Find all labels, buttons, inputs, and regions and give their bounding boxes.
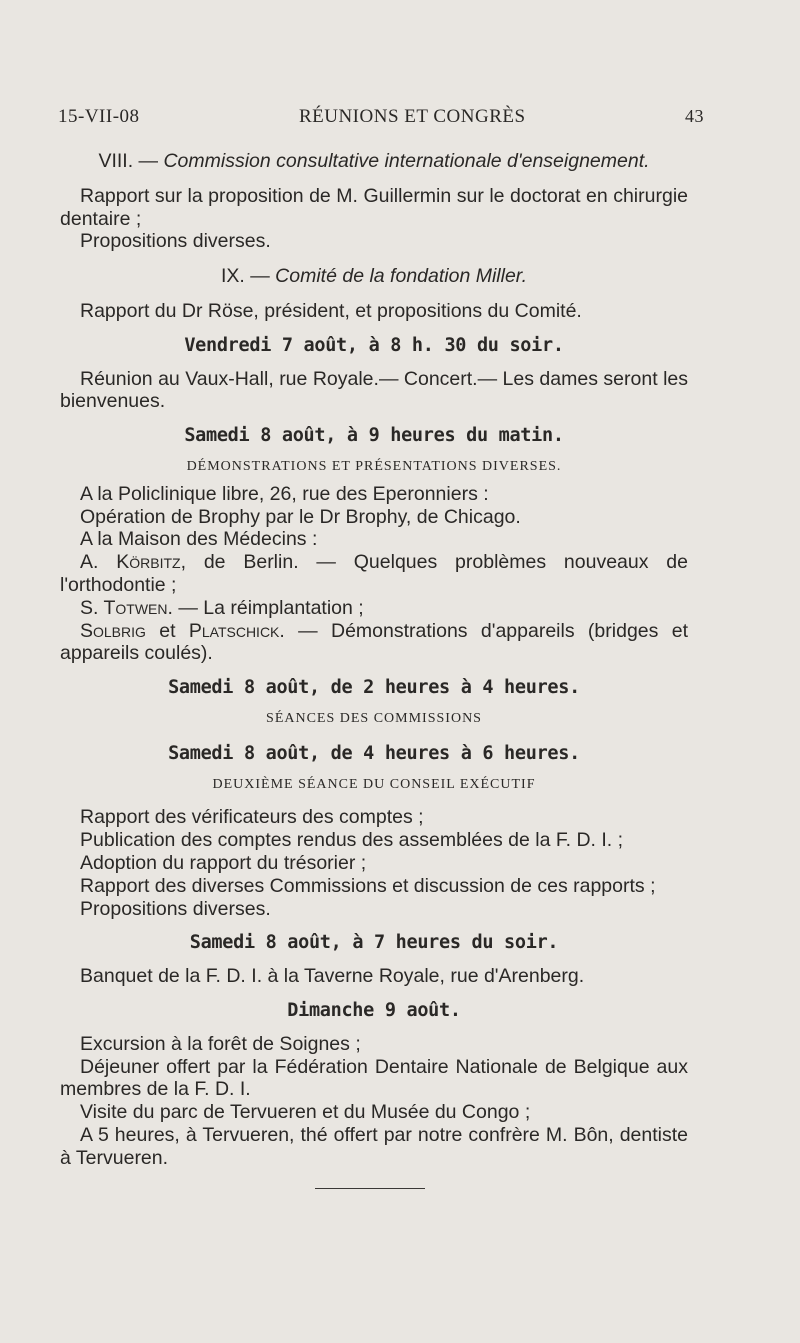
saturday-morning-item (60, 597, 688, 620)
sunday-item: Excursion à la forêt de Soignes ; (80, 1032, 361, 1055)
conjunction: et (145, 619, 189, 642)
page-header (58, 106, 704, 128)
friday-item: Réunion au Vaux-Hall, rue Royale.— Concert.— Les dames seront les bienvenues. (60, 367, 688, 413)
saturday-morning-subheading: DÉMONSTRATIONS ET PRÉSENTATIONS DIVERSES. (186, 458, 562, 474)
saturday-morning-heading: Samedi 8 août, à 9 heures du matin. (184, 425, 564, 447)
sunday-item: Visite du parc de Tervueren et du Musée du Congo ; (80, 1101, 531, 1124)
saturday-morning-item (60, 620, 688, 666)
section-viii-item: Rapport sur la proposition de M. Guillermin sur le doctorat en chirurgie dentaire ; (60, 184, 688, 230)
saturday-evening-item: Banquet de la F. D. I. à la Taverne Royale, rue d'Arenberg. (80, 965, 585, 988)
closing-divider (315, 1188, 425, 1189)
saturday-afternoon-subheading: SÉANCES DES COMMISSIONS (266, 710, 482, 726)
section-viii-item: Propositions diverses. (80, 230, 271, 253)
section-ix-title (60, 265, 688, 288)
presentation-topic: , de Berlin. — Quelques problèmes nouveaux de l'orthodontie ; (60, 551, 688, 596)
section-ix-roman: IX. — (220, 265, 270, 288)
page-number: 43 (684, 106, 704, 126)
friday-heading: Vendredi 7 août, à 8 h. 30 du soir. (184, 334, 564, 356)
sunday-item: A 5 heures, à Tervueren, thé offert par notre confrère M. Bôn, dentiste à Tervueren. (60, 1123, 688, 1169)
section-viii-name: Commission consultative internationale d'enseignement. (163, 150, 650, 172)
presentation-topic: . — Démonstrations d'appareils (bridges et appareils coulés). (60, 619, 688, 665)
section-viii-title (60, 150, 688, 173)
saturday-evening-heading: Samedi 8 août, à 7 heures du soir. (189, 932, 559, 954)
page-content (60, 150, 688, 1169)
section-ix-item: Rapport du Dr Röse, président, et propositions du Comité. (80, 299, 582, 322)
sunday-item: Déjeuner offert par la Fédération Dentaire Nationale de Belgique aux membres de la F. D. I. (60, 1055, 688, 1101)
header-date: 15-VII-08 (58, 106, 140, 127)
council-agenda-item: Adoption du rapport du trésorier ; (80, 851, 367, 874)
header-title: RÉUNIONS ET CONGRÈS (298, 106, 526, 127)
council-agenda-item: Publication des comptes rendus des assemblées de la F. D. I. ; (80, 829, 624, 852)
presenter-name: A. Körbitz (80, 551, 181, 574)
sunday-heading: Dimanche 9 août. (287, 999, 461, 1021)
council-agenda-item: Rapport des diverses Commissions et discussion de ces rapports ; (80, 874, 656, 897)
council-agenda-item: Propositions diverses. (80, 897, 271, 920)
saturday-morning-item (60, 551, 688, 597)
presenter-name: Solbrig (80, 619, 146, 642)
section-ix-name: Comité de la fondation Miller. (275, 265, 527, 288)
section-viii-roman: VIII. — (98, 150, 159, 172)
saturday-late-afternoon-heading: Samedi 8 août, de 4 heures à 6 heures. (168, 742, 580, 764)
saturday-morning-item: A la Maison des Médecins : (80, 528, 318, 551)
presenter-name: Platschick (188, 619, 280, 642)
presenter-name: S. Totwen (80, 596, 168, 619)
saturday-late-afternoon-subheading: DEUXIÈME SÉANCE DU CONSEIL EXÉCUTIF (212, 776, 536, 792)
saturday-morning-item: A la Policlinique libre, 26, rue des Eperonniers : (80, 482, 489, 505)
saturday-morning-item: Opération de Brophy par le Dr Brophy, de Chicago. (80, 505, 521, 528)
saturday-afternoon-heading: Samedi 8 août, de 2 heures à 4 heures. (168, 677, 580, 699)
presentation-topic: . — La réimplantation ; (167, 596, 364, 619)
council-agenda-item: Rapport des vérificateurs des comptes ; (80, 806, 424, 829)
